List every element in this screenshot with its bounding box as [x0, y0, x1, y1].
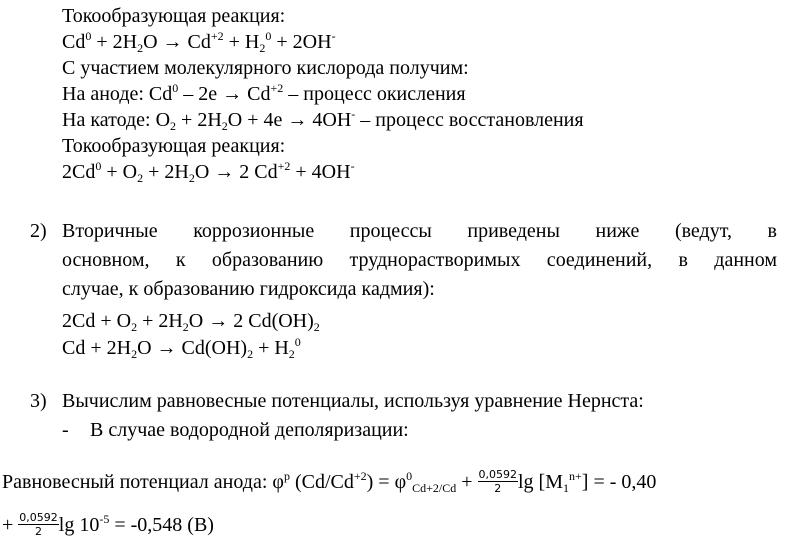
nernst-fraction: $\frac{0,0592}{2}$ — [478, 468, 517, 495]
anode-potential-equation: Равновесный потенциал анода: $\varphi^р$ $(Cd/Cd^{+2}) = \varphi^0_{Cd+2/Cd}$ + $\frac{0,0592}{2}$ $\lg [M_1^{n+}]$ = - 0,40 — [2, 468, 657, 496]
anode-potential-result: + $\frac{0,0592}{2}$ $\lg 10^{-5} = -0,548$ (В) — [2, 511, 214, 538]
dash-bullet: - — [62, 419, 69, 441]
heading-current-reaction-1: Токообразующая реакция: — [62, 5, 286, 27]
item2-line-3: случае, к образованию гидроксида кадмия): — [62, 278, 435, 300]
item2-line-2: основном, к образованию труднорастворимых соединений, в данном — [62, 249, 777, 271]
equation-cd-oxygen: $2Cd^0 + O_2 + 2H_2O \to 2$ $Cd^{+2} + 4OH^-$ — [62, 159, 355, 185]
item2-line-1: Вторичные коррозионные процессы приведены ниже (ведут, в — [62, 220, 777, 242]
anode-equation: На аноде: $Cd^0 - 2e \to Cd^{+2}$ – процесс окисления — [62, 81, 466, 105]
oxygen-participation-text: С участием молекулярного кислорода получим: — [62, 57, 469, 79]
equation-cd-water: $Cd^0 + 2H_2O \to Cd^{+2} + H_2^0 + 2OH^-$ — [62, 29, 336, 55]
item-number-3: 3) — [30, 390, 47, 412]
nernst-fraction-2: $\frac{0,0592}{2}$ — [19, 511, 58, 538]
cathode-equation: На катоде: $O_2 + 2H_2O + 4e \to 4OH^-$ – процесс восстановления — [62, 107, 584, 133]
equation-cd-hydroxide-2: $Cd + 2H_2O \to Cd(OH)_2 + H_2^0$ — [62, 335, 301, 361]
item-number-2: 2) — [30, 220, 47, 242]
equation-cd-hydroxide-1: $2Cd + O_2 + 2H_2O \to 2$ $Cd(OH)_2$ — [62, 310, 320, 334]
heading-current-reaction-2: Токообразующая реакция: — [62, 135, 286, 157]
item3-line-1: Вычислим равновесные потенциалы, используя уравнение Нернста: — [62, 390, 644, 412]
hydrogen-depolarization-subheading: В случае водородной деполяризации: — [90, 419, 409, 441]
